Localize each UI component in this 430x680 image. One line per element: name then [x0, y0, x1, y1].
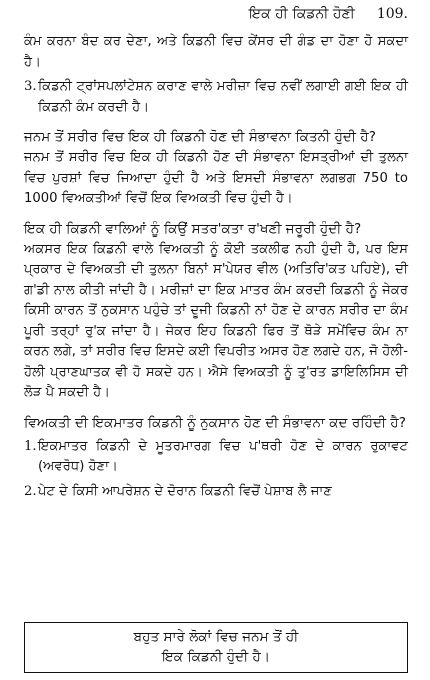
continuation-paragraph: ਕੰਮ ਕਰਨਾ ਬੰਦ ਕਰ ਦੇਣਾ, ਅਤੇ ਕਿਡਨੀ ਵਿਚ ਕੇਂਸਰ ਦੀ ਗੰਡ ਦਾ ਹੋਣਾ ਹੋ ਸਕਦਾ ਹੈ।: [24, 34, 408, 70]
answer-paragraph: ਅਕਸਰ ਇਕ ਕਿਡਨੀ ਵਾਲੇ ਵਿਅਕਤੀ ਨੂੰ ਕੋਈ ਤਕਲੀਫ ਨਹੀ ਹੁੰਦੀ ਹੈ, ਪਰ ਇਸ ਪ੍ਰਕਾਰ ਦੇ ਵਿਅਕਤੀ ਦੀ ਤੁਲਨਾ ਬਿਨਾਂ ਸ'ਪੇਯਰ ਵੀਲ (ਅਤਿਰਿ'ਕਤ ਪਹਿਏ), ਦੀ ਗ'ਡੀ ਨਾਲ ਕੀਤੀ ਜਾਂਦੀ ਹੈ। ਮਰੀਜ਼ਾਂ ਦਾ ਇਕ ਮਾਤਰ ਕੰਮ ਕਰਦੀ ਕਿਡਨੀ ਨੂੰ ਜੇਕਰ ਕਿਸੀ ਕਾਰਨ ਤੋਂ ਨੁਕਸਾਨ ਪਹੁੰਚੇ ਤਾਂ ਦੂਜੀ ਕਿਡਨੀ ਨਾਂ ਹੋਣ ਦੇ ਕਾਰਨ ਸਰੀਰ ਦਾ ਕੰਮ ਪੂਰੀ ਤਰ੍ਹਾਂ ਰੁ'ਕ ਜਾਂਦਾ ਹੈ। ਜੇਕਰ ਇਹ ਕਿਡਨੀ ਫਿਰ ਤੋਂ ਥੋੜੇ ਸਮੇਂਵਿਚ ਕੰਮ ਨਾ ਕਰਨ ਲਗੇ, ਤਾਂ ਸਰੀਰ ਵਿਚ ਇਸਦੇ ਕਈ ਵਿਪਰੀਤ ਅਸਰ ਹੋਣ ਲਗਦੇ ਹਨ, ਜੋ ਹੋਲੀ-ਹੋਲੀ ਪ੍ਰਾਣਘਾਤਕ ਵੀ ਹੋ ਸਕਦੇ ਹਨ। ਐਸੇ ਵਿਅਕਤੀ ਨੂੰ ਤੁ'ਰਤ ਡਾਇਲਿਸਿਸ ਦੀ ਲੋੜ ਪੈ ਸਕਦੀ ਹੈ।: [24, 241, 408, 400]
list-item: [24, 482, 408, 503]
callout-box: [24, 622, 408, 673]
list-text: ਇਕਮਾਤਰ ਕਿਡਨੀ ਦੇ ਮੂਤਰਮਾਰਗ ਵਿਚ ਪ'ਥਰੀ ਹੋਣ ਦੇ ਕਾਰਨ ਰੁਕਾਵਟ (ਅਵਰੋਧ) ਹੋਣਾ।: [38, 438, 408, 474]
list-number: 2.: [24, 483, 37, 499]
list-text: ਪੇਟ ਦੇ ਕਿਸੀ ਆਪਰੇਸ਼ਨ ਦੇ ਦੋਰਾਨ ਕਿਡਨੀ ਵਿਚੋਂ ਪੇਸ਼ਾਬ ਲੈ ਜਾਣ: [38, 483, 332, 499]
list-number: 1.: [24, 438, 37, 454]
question-heading: ਵਿਅਕਤੀ ਦੀ ਇਕਮਾਤਰ ਕਿਡਨੀ ਨੂੰ ਨੁਕਸਾਨ ਹੋਣ ਦੀ ਸੰਭਾਵਨਾ ਕਦ ਰਹਿੰਦੀ ਹੈ?: [24, 414, 406, 431]
page-number: 109.: [376, 6, 408, 22]
page-header: [24, 6, 408, 22]
answer-paragraph: ਜਨਮ ਤੋਂ ਸਰੀਰ ਵਿਚ ਇਕ ਹੀ ਕਿਡਨੀ ਹੋਣ ਦੀ ਸੰਭਾਵਨਾ ਇਸਤ੍ਰੀਆਂ ਦੀ ਤੁਲਨਾ ਵਿਚ ਪੁਰਸ਼ਾਂ ਵਿਚ ਜਿਆਦਾ ਹੁੰਦੀ ਹੈ ਅਤੇ ਇਸਦੀ ਸੰਭਾਵਨਾ ਲਗਭਗ 750 to 1000 ਵਿਅਕਤੀਆਂ ਵਿਚੋਂ ਇਕ ਵਿਅਕਤੀ ਵਿਚ ਹੁੰਦੀ ਹੈ।: [24, 150, 408, 206]
callout-line: ਇਕ ਕਿਡਨੀ ਹੁੰਦੀ ਹੈ।: [161, 649, 271, 665]
list-number: 3.: [24, 79, 37, 94]
list-text: ਕਿਡਨੀ ਟ੍ਰਾਂਸਪਲਾਂਟੇਸ਼ਨ ਕਰਾਣ ਵਾਲੇ ਮਰੀਜ਼ਾ ਵਿਚ ਨਵੀਂ ਲਗਾਈ ਗਈ ਇਕ ਹੀ ਕਿਡਨੀ ਕੰਮ ਕਰਦੀ ਹੈ।: [38, 79, 408, 115]
question-heading: ਜਨਮ ਤੋਂ ਸਰੀਰ ਵਿਚ ਇਕ ਹੀ ਕਿਡਨੀ ਹੋਣ ਦੀ ਸੰਭਾਵਨਾ ਕਿਤਨੀ ਹੁੰਦੀ ਹੈ?: [24, 129, 376, 145]
list-item: [24, 437, 408, 478]
running-title: ਇਕ ਹੀ ਕਿਡਨੀ ਹੋਣੀ: [248, 6, 355, 22]
callout-line: ਬਹੁਤ ਸਾਰੇ ਲੋਕਾਂ ਵਿਚ ਜਨਮ ਤੋਂ ਹੀ: [133, 629, 299, 645]
list-item: [24, 77, 408, 118]
question-heading: ਇਕ ਹੀ ਕਿਡਨੀ ਵਾਲਿਆਂ ਨੂੰ ਕਿਉਂ ਸਤਰ'ਕਤਾ ਰ'ਖਣੀ ਜਰੂਰੀ ਹੁੰਦੀ ਹੈ?: [24, 220, 362, 237]
